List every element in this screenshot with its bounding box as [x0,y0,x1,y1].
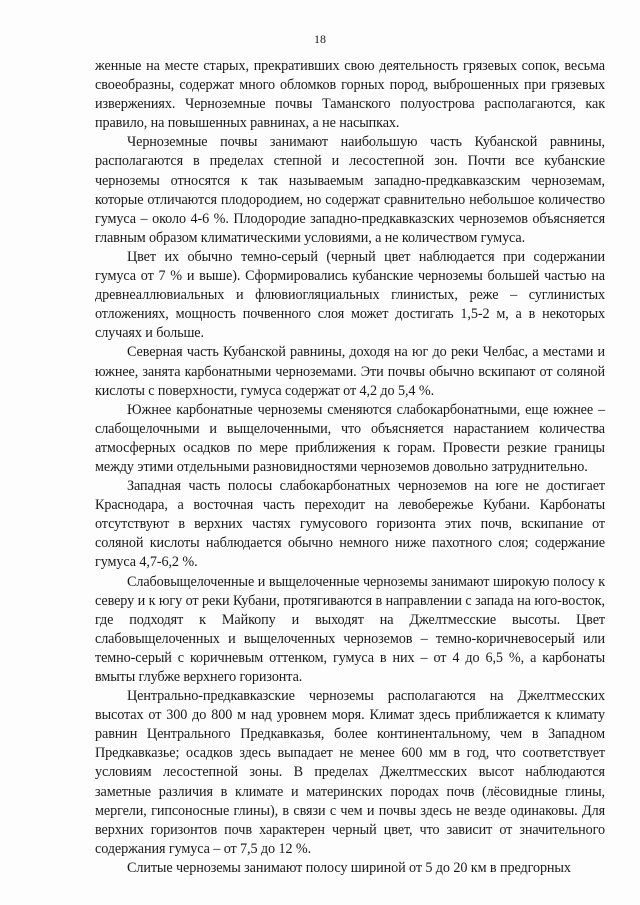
paragraph-west-strip: Западная часть полосы слабокарбонатных черноземов на юге не достигает Краснодара, а восточная часть переходит на левобережье Кубани. Карбонаты отсутствуют в верхних частях гумусового горизонта этих почв, вскипание от соляной кислоты наблюдается обычно немного ниже пахотного слоя; содержание гумуса 4,7-6,2 %. [95,478,605,571]
page-number: 18 [314,32,326,46]
paragraph-north-plain: Северная часть Кубанской равнины, доходя на юг до реки Челбас, а местами и южнее, занята карбонатными черноземами. Эти почвы обычно вскипают от соляной кислоты с поверхности, гумуса содержат от 4,2 до 5,4 %. [95,344,605,399]
paragraph-central-ciscaucasian: Центрально-предкавказские черноземы располагаются на Джелтмесских высотах от 300 до 800 м над уровнем моря. Климат здесь приближается к климату равнин Центрального Предкавказья, более континентальному, чем в Западном Предкавказье; осадков здесь выпадает не менее 600 мм в год, что соответствует условиям лесостепной зоны. В пределах Джелтмесских высот наблюдаются заметные различия в климате и материнских породах почв (лёсовидные глины, мергели, гипсоносные глины), в связи с чем и почвы здесь не везде одинаковы. Для верхних горизонтов почв характерен черный цвет, что зависит от значительного содержания гумуса – от 7,5 до 12 %. [95,688,605,857]
paragraph-continued: женные на месте старых, прекративших свою деятельность грязевых сопок, весьма своеобразны, содержат много обломков горных пород, выброшенных при грязевых извержениях. Черноземные почвы Таманского полуострова располагаются, как правило, на повышенных равнинах, а не насыпках. [95,58,605,132]
paragraph-chernozem-kuban: Черноземные почвы занимают наибольшую часть Кубанской равнины, располагаются в пределах степной и лесостепной зон. Почти все кубанские черноземы относятся к так называемым западно-предкавказским черноземам, которые отличаются плодородием, но содержат сравнительно небольшое количество гумуса – около 4-6 %. Плодородие западно-предкавказских черноземов объясняется главным образом климатическими условиями, а не количеством гумуса. [95,134,605,246]
paragraph-merged-chernozem: Слитые черноземы занимают полосу шириной от 5 до 20 км в предгорных [127,859,571,876]
document-body [95,57,605,878]
paragraph-south-carbonate: Южнее карбонатные черноземы сменяются слабокарбонатными, еще южнее – слабощелочными и выщелоченными, что объясняется нарастанием количества атмосферных осадков по мере приближения к горам. Провести резкие границы между этими отдельными разновидностями черноземов довольно затруднительно. [95,401,605,475]
paragraph-color: Цвет их обычно темно-серый (черный цвет наблюдается при содержании гумуса от 7 % и выше). Сформировались кубанские черноземы большей частью на древнеаллювиальных и флювиогляциальных глинистых, реже – суглинистых отложениях, мощность почвенного слоя может достигать 1,5-2 м, а в некоторых случаях и больше. [95,248,605,342]
paragraph-leached: Слабовыщелоченные и выщелоченные черноземы занимают широкую полосу к северу и к югу от реки Кубани, протягиваются в направлении с запада на юго-восток, где подходят к Майкопу и выходят на Джелтмесские высоты. Цвет слабовыщелоченных и выщелоченных черноземов – темно-коричневосерый или темно-серый с коричневым оттенком, гумуса в них – от 4 до 6,5 %, а карбонаты вмыты глубже верхнего горизонта. [95,573,605,685]
